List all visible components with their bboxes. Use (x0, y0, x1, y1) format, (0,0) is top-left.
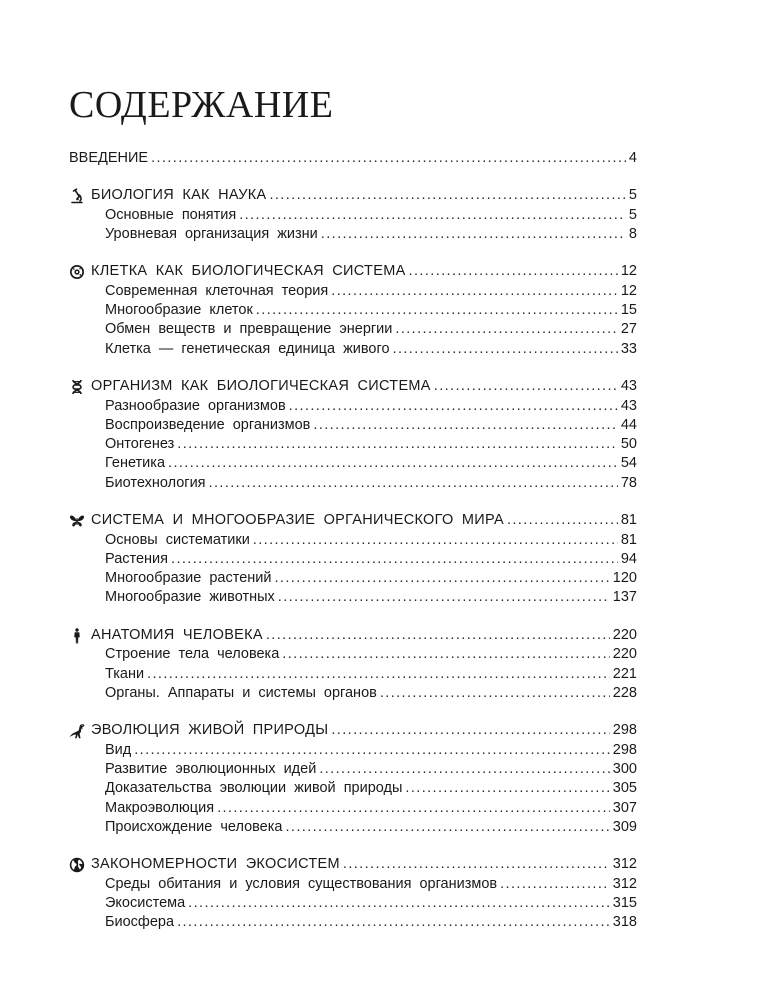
toc-entry-label: Биотехнология (105, 474, 206, 491)
toc-entry-label: СИСТЕМА И МНОГООБРАЗИЕ ОРГАНИЧЕСКОГО МИРА (91, 512, 504, 529)
toc-subentry[interactable] (69, 665, 637, 684)
microscope-icon (69, 188, 85, 204)
toc-page-number: 94 (620, 550, 637, 567)
toc-entry-label: Происхождение человека (105, 818, 283, 835)
toc-entry-label: Вид (105, 741, 132, 758)
toc-page-number: 305 (612, 780, 637, 797)
dot-leader (289, 397, 618, 416)
dot-leader (151, 149, 626, 168)
toc-subentry[interactable] (69, 320, 637, 339)
toc-page-number: 228 (612, 684, 637, 701)
dot-leader (319, 760, 609, 779)
toc-entry-label: Ткани (105, 665, 145, 682)
toc-page-number: 27 (620, 321, 637, 338)
dot-leader (147, 665, 610, 684)
dot-leader (177, 435, 618, 454)
toc-subentry[interactable] (69, 799, 637, 818)
toc-section (69, 626, 637, 703)
dot-leader (253, 531, 618, 550)
toc-page-number: 81 (620, 512, 637, 529)
toc-subentry[interactable] (69, 397, 637, 416)
toc-page-number: 307 (612, 799, 637, 816)
dot-leader (321, 225, 626, 244)
toc-page-number: 120 (612, 570, 637, 587)
toc-section (69, 262, 637, 359)
dot-leader (134, 741, 610, 760)
toc-entry-label: Многообразие клеток (105, 302, 253, 319)
toc-entry-label: ВВЕДЕНИЕ (69, 150, 149, 166)
toc-page-number: 315 (612, 894, 637, 911)
toc-entry-label: Экосистема (105, 894, 186, 911)
toc-section-heading[interactable] (69, 186, 637, 206)
toc-entry-label: БИОЛОГИЯ КАК НАУКА (91, 187, 267, 204)
toc-page-number: 300 (612, 760, 637, 777)
dot-leader (278, 588, 610, 607)
toc-section-heading[interactable] (69, 511, 637, 531)
table-of-contents (69, 149, 637, 951)
toc-subentry[interactable] (69, 645, 637, 664)
dot-leader (380, 684, 610, 703)
toc-entry-label: Воспроизведение организмов (105, 416, 311, 433)
toc-entry-label: Макроэволюция (105, 799, 215, 816)
dot-leader (313, 416, 617, 435)
dot-leader (168, 454, 618, 473)
dot-leader (500, 875, 610, 894)
dna-icon (69, 379, 85, 395)
toc-entry-label: Онтогенез (105, 436, 175, 453)
toc-entry-label: Современная клеточная теория (105, 282, 329, 299)
toc-entry-label: Основные понятия (105, 206, 237, 223)
dot-leader (395, 320, 617, 339)
globe-icon (69, 857, 85, 873)
toc-page-number: 298 (612, 722, 637, 739)
page-title: СОДЕРЖАНИЕ (69, 84, 334, 126)
toc-subentry[interactable] (69, 474, 637, 493)
toc-section (69, 855, 637, 932)
toc-entry-label: Растения (105, 550, 169, 567)
toc-page-number: 137 (612, 589, 637, 606)
dot-leader (269, 186, 625, 205)
toc-page-number: 12 (620, 263, 637, 280)
dot-leader (285, 818, 609, 837)
toc-page-number: 8 (628, 226, 637, 243)
toc-subentry[interactable] (69, 454, 637, 473)
dot-leader (405, 779, 609, 798)
toc-section-heading[interactable] (69, 377, 637, 397)
toc-subentry[interactable] (69, 894, 637, 913)
toc-page-number: 220 (612, 646, 637, 663)
toc-page-number: 78 (620, 474, 637, 491)
toc-page-number: 298 (612, 741, 637, 758)
toc-section (69, 377, 637, 493)
toc-page-number: 43 (620, 378, 637, 395)
toc-subentry[interactable] (69, 913, 637, 932)
toc-subentry[interactable] (69, 818, 637, 837)
dinosaur-icon (69, 723, 85, 739)
dot-leader (188, 894, 610, 913)
toc-subentry[interactable] (69, 206, 637, 225)
toc-subentry[interactable] (69, 779, 637, 798)
toc-page-number: 309 (612, 818, 637, 835)
dot-leader (507, 511, 618, 530)
toc-entry-label: Разнообразие организмов (105, 397, 286, 414)
toc-entry-label: Уровневая организация жизни (105, 226, 318, 243)
dot-leader (343, 855, 610, 874)
toc-subentry[interactable] (69, 569, 637, 588)
toc-subentry[interactable] (69, 340, 637, 359)
toc-subentry[interactable] (69, 684, 637, 703)
butterfly-icon (69, 513, 85, 529)
toc-subentry[interactable] (69, 588, 637, 607)
toc-entry-label: Биосфера (105, 914, 175, 931)
dot-leader (256, 301, 618, 320)
dot-leader (266, 626, 610, 645)
toc-subentry[interactable] (69, 531, 637, 550)
toc-section-heading[interactable] (69, 262, 637, 282)
dot-leader (409, 262, 618, 281)
toc-entry-intro[interactable] (69, 149, 637, 168)
dot-leader (393, 340, 618, 359)
toc-section (69, 721, 637, 837)
toc-entry-label: Обмен веществ и превращение энергии (105, 321, 393, 338)
toc-entry-label: Развитие эволюционных идей (105, 760, 317, 777)
toc-page-number: 33 (620, 340, 637, 357)
toc-entry-label: ЗАКОНОМЕРНОСТИ ЭКОСИСТЕМ (91, 856, 340, 873)
toc-section-heading[interactable] (69, 721, 637, 741)
toc-subentry[interactable] (69, 875, 637, 894)
dot-leader (171, 550, 618, 569)
dot-leader (177, 913, 610, 932)
toc-page-number: 5 (628, 206, 637, 223)
human-figure-icon (69, 628, 85, 644)
toc-entry-label: Многообразие растений (105, 570, 272, 587)
dot-leader (239, 206, 626, 225)
toc-page-number: 54 (620, 455, 637, 472)
toc-section (69, 511, 637, 608)
toc-subentry[interactable] (69, 225, 637, 244)
toc-subentry[interactable] (69, 416, 637, 435)
toc-entry-label: ОРГАНИЗМ КАК БИОЛОГИЧЕСКАЯ СИСТЕМА (91, 378, 431, 395)
toc-entry-label: КЛЕТКА КАК БИОЛОГИЧЕСКАЯ СИСТЕМА (91, 263, 406, 280)
toc-page-number: 312 (612, 856, 637, 873)
toc-subentry[interactable] (69, 435, 637, 454)
toc-entry-label: Строение тела человека (105, 646, 280, 663)
toc-page-number: 312 (612, 875, 637, 892)
toc-page-number: 12 (620, 282, 637, 299)
dot-leader (209, 474, 618, 493)
toc-subentry[interactable] (69, 301, 637, 320)
toc-section-heading[interactable] (69, 626, 637, 646)
toc-entry-label: Доказательства эволюции живой природы (105, 780, 403, 797)
toc-entry-label: Многообразие животных (105, 589, 275, 606)
toc-entry-label: Клетка — генетическая единица живого (105, 340, 390, 357)
toc-page-number: 15 (620, 302, 637, 319)
dot-leader (331, 282, 618, 301)
toc-entry-label: АНАТОМИЯ ЧЕЛОВЕКА (91, 626, 263, 643)
toc-page-number: 221 (612, 665, 637, 682)
toc-page-number: 5 (628, 187, 637, 204)
toc-section (69, 186, 637, 244)
dot-leader (434, 377, 618, 396)
toc-page-number: 81 (620, 531, 637, 548)
toc-subentry[interactable] (69, 760, 637, 779)
toc-page-number: 4 (628, 150, 637, 166)
dot-leader (282, 645, 610, 664)
toc-page-number: 318 (612, 914, 637, 931)
toc-page-number: 44 (620, 416, 637, 433)
toc-entry-label: Основы систематики (105, 531, 250, 548)
dot-leader (217, 799, 610, 818)
toc-subentry[interactable] (69, 550, 637, 569)
toc-page-number: 43 (620, 397, 637, 414)
toc-entry-label: Генетика (105, 455, 166, 472)
cell-icon (69, 264, 85, 280)
toc-entry-label: Органы. Аппараты и системы органов (105, 684, 377, 701)
toc-section-heading[interactable] (69, 855, 637, 875)
toc-subentry[interactable] (69, 741, 637, 760)
dot-leader (275, 569, 610, 588)
toc-page-number: 50 (620, 436, 637, 453)
toc-entry-label: Среды обитания и условия существования организмов (105, 875, 498, 892)
toc-subentry[interactable] (69, 282, 637, 301)
toc-page-number: 220 (612, 626, 637, 643)
dot-leader (331, 721, 609, 740)
toc-entry-label: ЭВОЛЮЦИЯ ЖИВОЙ ПРИРОДЫ (91, 722, 329, 739)
